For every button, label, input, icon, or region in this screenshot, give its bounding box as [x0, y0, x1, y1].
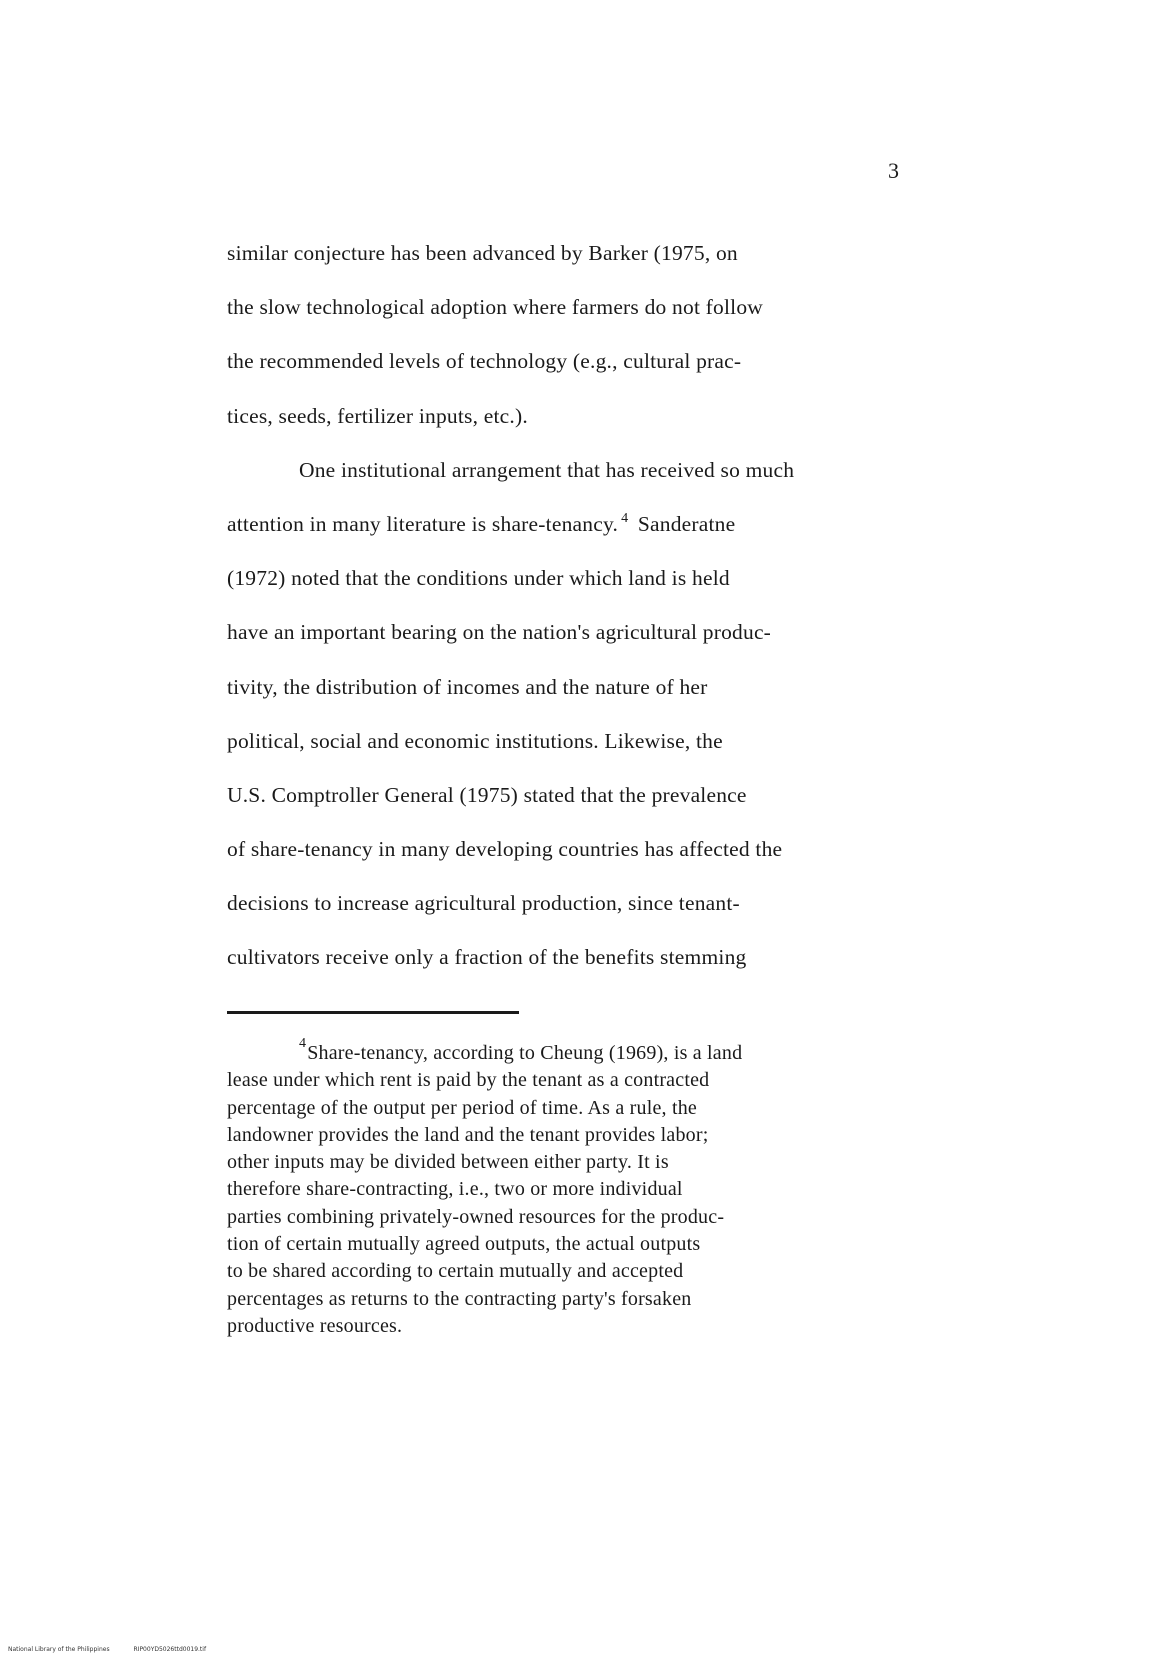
body-line: have an important bearing on the nation's agricultural produc-	[227, 620, 772, 645]
scan-footer	[8, 1646, 228, 1653]
library-label: National Library of the Philippines	[8, 1646, 110, 1653]
body-line: tivity, the distribution of incomes and the nature of her	[227, 674, 708, 699]
footnote-line: percentages as returns to the contracting party's forsaken	[227, 1287, 692, 1310]
footnote-line: parties combining privately-owned resources for the produc-	[227, 1205, 725, 1228]
page-number: 3	[888, 158, 899, 183]
body-line: One institutional arrangement that has received so much	[299, 457, 795, 482]
body-line: cultivators receive only a fraction of the benefits stemming	[227, 945, 747, 970]
footnote-mark: 4	[299, 1036, 307, 1051]
footnote-line: tion of certain mutually agreed outputs, the actual outputs	[227, 1233, 701, 1256]
body-line: similar conjecture has been advanced by Barker (1975, on	[227, 241, 738, 265]
file-id-label: RIP00YD5026ttd0019.tif	[133, 1646, 207, 1653]
footnote-line: to be shared according to certain mutually and accepted	[227, 1260, 684, 1283]
body-line: the slow technological adoption where farmers do not follow	[227, 295, 764, 320]
footnote-line-text: Share-tenancy, according to Cheung (1969), is a land	[307, 1042, 743, 1064]
body-line: political, social and economic institutions. Likewise, the	[227, 728, 723, 753]
footnote	[227, 1030, 987, 1340]
body-line-text: attention in many literature is share-tenancy.	[227, 511, 619, 536]
footnote-line	[227, 1036, 987, 1067]
footnote-line: other inputs may be divided between either party. It is	[227, 1151, 669, 1174]
body-line: decisions to increase agricultural production, since tenant-	[227, 891, 740, 916]
body-line: tices, seeds, fertilizer inputs, etc.).	[227, 403, 528, 428]
footnote-line: percentage of the output per period of time. As a rule, the	[227, 1096, 697, 1119]
footnote-line: productive resources.	[227, 1314, 403, 1337]
body-line: (1972) noted that the conditions under which land is held	[227, 566, 730, 591]
footnote-line: therefore share-contracting, i.e., two or more individual	[227, 1178, 683, 1201]
footnote-line: landowner provides the land and the tenant provides labor;	[227, 1123, 709, 1146]
footnote-reference: 4	[621, 510, 629, 526]
footnote-separator-rule	[227, 1011, 519, 1014]
body-line: of share-tenancy in many developing countries has affected the	[227, 837, 783, 862]
footnote-line: lease under which rent is paid by the tenant as a contracted	[227, 1069, 710, 1092]
body-line-text: Sanderatne	[637, 511, 736, 536]
body-line-with-footnote-ref	[227, 497, 987, 551]
body-line: the recommended levels of technology (e.g., cultural prac-	[227, 349, 742, 374]
body-line: U.S. Comptroller General (1975) stated that the prevalence	[227, 782, 747, 807]
body-paragraphs	[227, 226, 987, 985]
